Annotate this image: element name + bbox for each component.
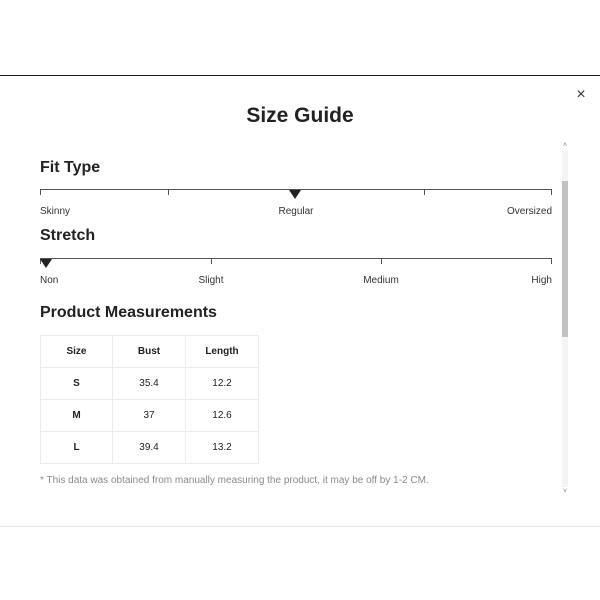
chevron-up-icon[interactable]: ˄ bbox=[562, 142, 568, 149]
table-cell-bust: 39.4 bbox=[113, 432, 186, 464]
stretch-label-high: High bbox=[531, 275, 552, 286]
table-header-row bbox=[41, 336, 259, 368]
fit-type-tick bbox=[40, 189, 41, 195]
fit-type-label-skinny: Skinny bbox=[40, 206, 71, 217]
measurement-note: * This data was obtained from manually measuring the product, it may be off by 1-2 CM. bbox=[40, 475, 429, 486]
stretch-scale bbox=[40, 258, 552, 288]
stretch-track bbox=[40, 258, 552, 259]
table-cell-length: 12.2 bbox=[186, 368, 259, 400]
modal-title: Size Guide bbox=[246, 104, 354, 127]
table-row bbox=[41, 432, 259, 464]
table-cell-size: L bbox=[41, 432, 113, 464]
scrollbar-track[interactable] bbox=[562, 151, 568, 487]
table-row bbox=[41, 400, 259, 432]
column-header-size: Size bbox=[41, 336, 113, 368]
table-cell-size: M bbox=[41, 400, 113, 432]
table-row bbox=[41, 368, 259, 400]
stretch-label-non: Non bbox=[40, 275, 59, 286]
stretch-tick bbox=[551, 258, 552, 264]
stretch-tick bbox=[211, 258, 212, 264]
chevron-down-icon[interactable]: ˅ bbox=[562, 488, 568, 495]
table-cell-length: 13.2 bbox=[186, 432, 259, 464]
measurements-table bbox=[40, 335, 259, 464]
fit-type-heading: Fit Type bbox=[40, 159, 101, 176]
stretch-tick bbox=[381, 258, 382, 264]
fit-type-tick bbox=[424, 189, 425, 195]
fit-type-tick bbox=[168, 189, 169, 195]
size-guide-modal bbox=[0, 75, 600, 527]
scrollbar[interactable] bbox=[562, 142, 568, 496]
table-cell-length: 12.6 bbox=[186, 400, 259, 432]
table-cell-bust: 35.4 bbox=[113, 368, 186, 400]
scrollbar-thumb[interactable] bbox=[562, 181, 568, 337]
stretch-label-slight: Slight bbox=[198, 275, 224, 286]
stretch-marker-icon bbox=[40, 259, 52, 268]
fit-type-scale bbox=[40, 189, 552, 219]
modal-content bbox=[40, 76, 555, 526]
column-header-length: Length bbox=[186, 336, 259, 368]
stretch-label-medium: Medium bbox=[363, 275, 399, 286]
column-header-bust: Bust bbox=[113, 336, 186, 368]
fit-type-tick bbox=[551, 189, 552, 195]
fit-type-label-regular: Regular bbox=[278, 206, 314, 217]
table-cell-size: S bbox=[41, 368, 113, 400]
product-measurements-heading: Product Measurements bbox=[40, 304, 217, 321]
stretch-heading: Stretch bbox=[40, 227, 96, 244]
close-icon[interactable]: × bbox=[576, 86, 586, 103]
fit-type-marker-icon bbox=[289, 190, 301, 199]
table-cell-bust: 37 bbox=[113, 400, 186, 432]
fit-type-label-oversized: Oversized bbox=[506, 206, 552, 217]
